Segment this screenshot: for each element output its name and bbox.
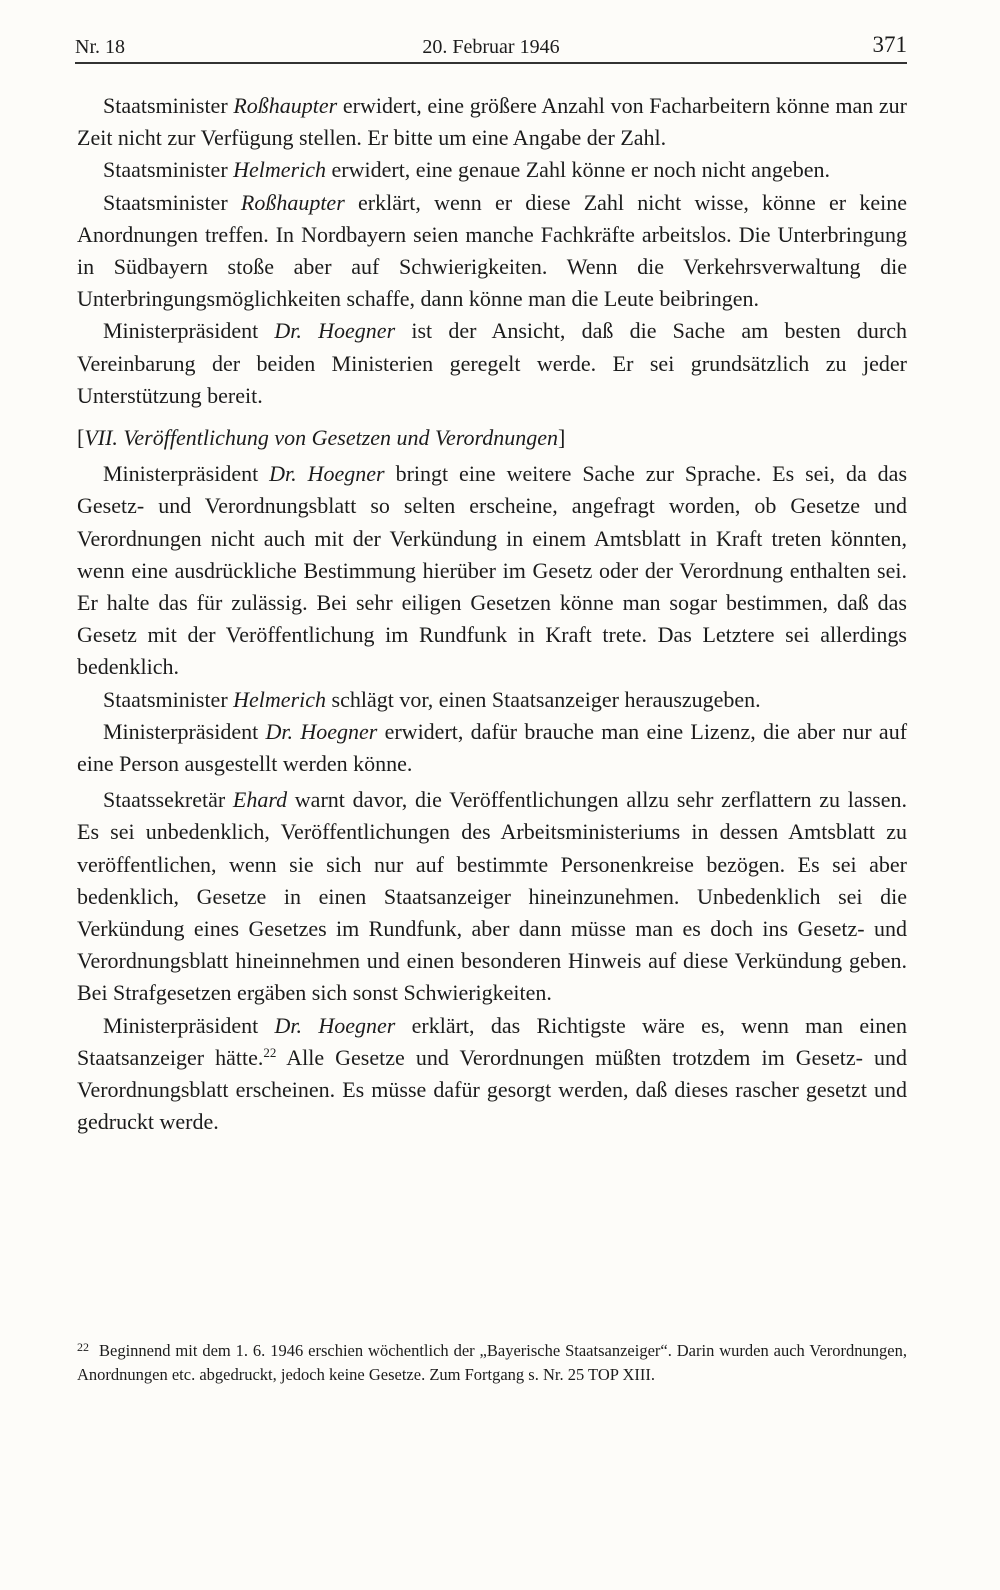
- paragraph-text: bringt eine weitere Sache zur Sprache. Es sei, da das Gesetz- und Verordnungsblatt so selten erscheine, angefragt worden, ob Gesetze und Verordnungen nicht auch mit der Verkündung in einem Amtsblatt in Kraft treten könnten, wenn eine ausdrückliche Bestimmung hierüber im Gesetz oder der Verordnung enthalten sei. Er halte das für zulässig. Bei sehr eiligen Gesetzen könne man sogar bestimmen, daß das Gesetz mit der Veröffentlichung im Rundfunk in Kraft trete. Das Letztere sei allerdings bedenklich.: [77, 461, 908, 680]
- speaker-name: Hoegner: [318, 318, 396, 344]
- paragraph: [77, 784, 907, 1009]
- heading-open-bracket: [: [77, 425, 85, 451]
- paragraph: [77, 458, 907, 683]
- paragraph: [77, 1010, 907, 1139]
- speaker-name: Roßhaupter: [240, 189, 345, 215]
- speaker-title: Staatsminister: [103, 686, 228, 712]
- page-number: 371: [872, 32, 907, 57]
- speaker-title: Staatsminister: [103, 157, 228, 183]
- paragraph: [77, 315, 907, 412]
- footnote-text: Beginnend mit dem 1. 6. 1946 erschien wöchentlich der „Bayerische Staatsanzeiger“. Darin wurden auch Verordnungen, Anordnungen etc. abgedruckt, jedoch keine Gesetze. Zum Fortgang s. Nr. 25 TOP XIII.: [77, 1341, 907, 1384]
- paragraph: [77, 716, 907, 780]
- issue-date: 20. Februar 1946: [422, 36, 560, 58]
- paragraph: [77, 187, 907, 316]
- speaker-title: Ministerpräsident: [103, 1012, 259, 1038]
- footnote: [77, 1335, 907, 1387]
- paragraph: [77, 154, 907, 186]
- speaker-title: Staatsminister: [103, 189, 228, 215]
- speaker-title: Ministerpräsident: [103, 718, 259, 744]
- paragraph-text: erklärt, das Richtigste wäre es, wenn man einen Staatsanzeiger hätte.: [77, 1012, 908, 1070]
- speaker-name: Helmerich: [233, 157, 327, 183]
- speaker-title: Ministerpräsident: [103, 318, 259, 344]
- heading-text: VII. Veröffentlichung von Gesetzen und Verordnungen: [84, 425, 559, 451]
- paragraph-text: schlägt vor, einen Staatsanzeiger herauszugeben.: [331, 686, 761, 712]
- issue-number: Nr. 18: [75, 36, 125, 58]
- speaker-name: Hoegner: [300, 718, 378, 744]
- footnote-reference[interactable]: 22: [263, 1044, 277, 1060]
- speaker-name: Roßhaupter: [233, 93, 338, 118]
- paragraph-text: erwidert, eine genaue Zahl könne er noch nicht angeben.: [331, 157, 830, 183]
- speaker-title: Staatssekretär: [103, 787, 226, 813]
- speaker-prefix: Dr.: [274, 318, 302, 344]
- paragraph: [77, 90, 907, 154]
- paragraph-text: erwidert, dafür brauche man eine Lizenz, die aber nur auf eine Person ausgestellt werden könne.: [77, 718, 908, 777]
- speaker-name: Ehard: [232, 787, 288, 813]
- page-header: [75, 30, 907, 64]
- paragraph-text: ist der Ansicht, daß die Sache am besten durch Vereinbarung der beiden Ministerien geregelt werde. Er sei grundsätzlich zu jeder Unterstützung bereit.: [77, 318, 908, 408]
- section-heading: [77, 422, 907, 454]
- paragraph-text: erwidert, eine größere Anzahl von Facharbeitern könne man zur Zeit nicht zur Verfügung stellen. Er bitte um eine Angabe der Zahl.: [77, 93, 907, 151]
- speaker-name: Helmerich: [233, 686, 327, 712]
- footnote-number: 22: [77, 1340, 89, 1354]
- speaker-title: Staatsminister: [103, 93, 228, 118]
- speaker-prefix: Dr.: [269, 461, 297, 487]
- speaker-prefix: Dr.: [265, 718, 294, 744]
- paragraph-text-continued: Alle Gesetze und Verordnungen müßten trotzdem im Gesetz- und Verordnungsblatt erscheinen. Es müsse dafür gesorgt werden, daß dieses rascher gesetzt und gedruckt werde.: [77, 1044, 907, 1135]
- speaker-title: Ministerpräsident: [103, 461, 259, 487]
- paragraph: [77, 684, 907, 716]
- speaker-prefix: Dr.: [274, 1012, 303, 1038]
- document-body: [77, 90, 907, 1139]
- speaker-name: Hoegner: [318, 1012, 396, 1038]
- heading-close-bracket: ]: [558, 425, 566, 451]
- paragraph-text: erklärt, wenn er diese Zahl nicht wisse, könne er keine Anordnungen treffen. In Nordbayern seien manche Fachkräfte arbeitslos. Die Unterbringung in Südbayern stoße aber auf Schwierigkeiten. Wenn die Verkehrsverwaltung die Unterbringungsmöglichkeiten schaffe, dann könne man die Leute beibringen.: [77, 189, 907, 312]
- speaker-name: Hoegner: [307, 461, 385, 487]
- paragraph-text: warnt davor, die Veröffentlichungen allzu sehr zerflattern zu lassen. Es sei unbedenklich, Veröffentlichungen des Arbeitsministeriums in dessen Amtsblatt zu veröffentlichen, wenn sie sich nur auf bestimmte Personenkreise bezögen. Es sei aber bedenklich, Gesetze in einen Staatsanzeiger hineinzunehmen. Unbedenklich sei die Verkündung eines Gesetzes im Rundfunk, aber dann müsse man es doch ins Gesetz- und Verordnungsblatt hineinnehmen und einen besonderen Hinweis auf diese Verkündung geben. Bei Strafgesetzen ergäben sich sonst Schwierigkeiten.: [77, 787, 908, 1006]
